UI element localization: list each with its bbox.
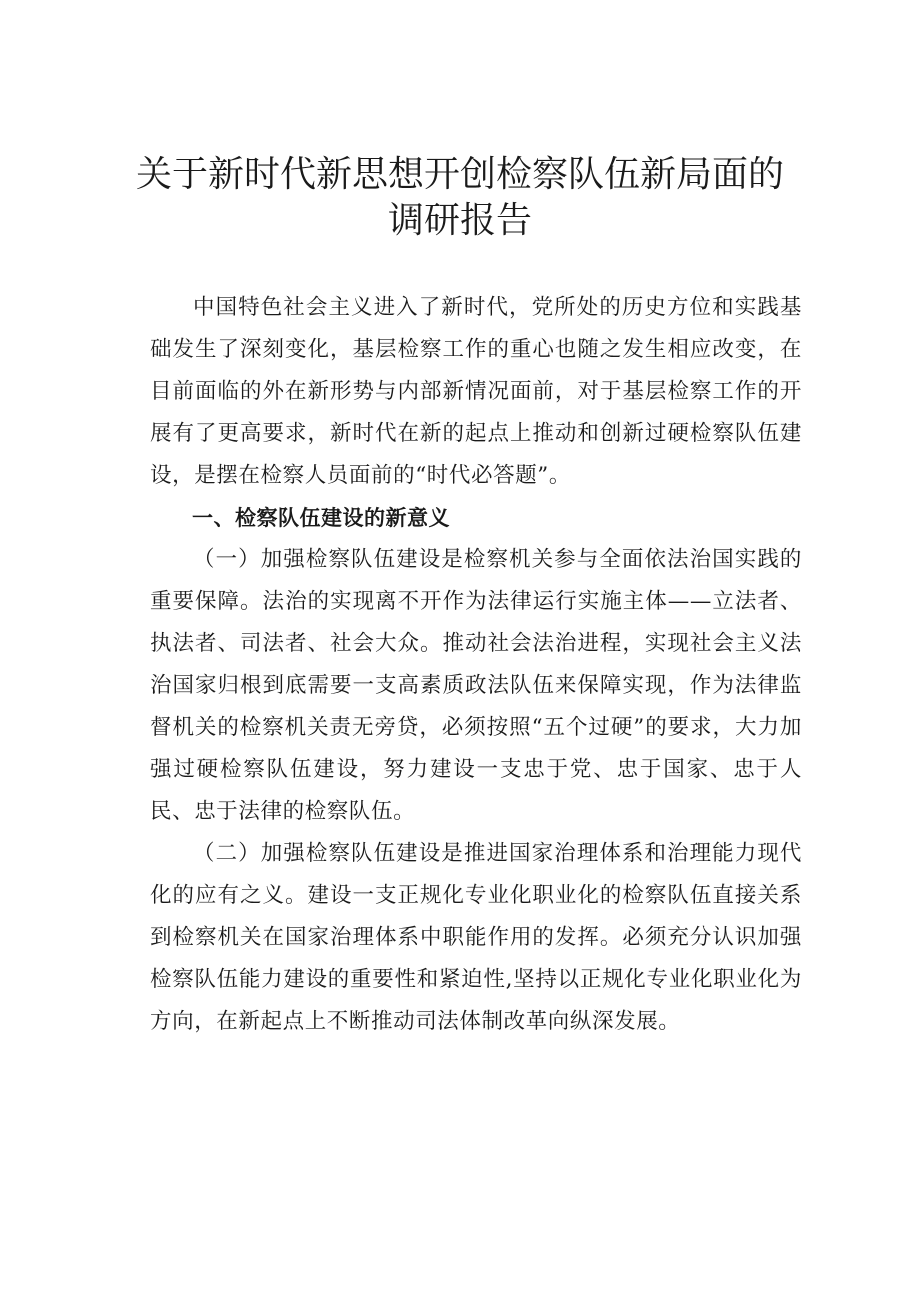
- document-title: [100, 152, 820, 244]
- section-1-paragraph-1: （一）加强检察队伍建设是检察机关参与全面依法治国实践的重要保障。法治的实现离不开作为法律运行实施主体——立法者、执法者、司法者、社会大众。推动社会法治进程，实现社会主义法治国家归根到底需要一支高素质政法队伍来保障实现，作为法律监督机关的检察机关责无旁贷，必须按照“五个过硬”的要求，大力加强过硬检察队伍建设，努力建设一支忠于党、忠于国家、忠于人民、忠于法律的检察队伍。: [150, 547, 802, 824]
- title-line-1: 关于新时代新思想开创检察队伍新局面的: [135, 154, 784, 195]
- section-heading-1: 一、检察队伍建设的新意义: [192, 506, 450, 530]
- intro-paragraph: 中国特色社会主义进入了新时代，党所处的历史方位和实践基础发生了深刻变化，基层检察工作的重心也随之发生相应改变，在目前面临的外在新形势与内部新情况面前，对于基层检察工作的开展有了更高要求，新时代在新的起点上推动和创新过硬检察队伍建设，是摆在检察人员面前的“时代必答题”。: [150, 295, 802, 488]
- section-1-paragraph-2: （二）加强检察队伍建设是推进国家治理体系和治理能力现代化的应有之义。建设一支正规化专业化职业化的检察队伍直接关系到检察机关在国家治理体系中职能作用的发挥。必须充分认识加强检察队伍能力建设的重要性和紧迫性,坚持以正规化专业化职业化为方向，在新起点上不断推动司法体制改革向纵深发展。: [150, 841, 802, 1034]
- title-line-2: 调研报告: [387, 200, 532, 241]
- document-body: [150, 287, 802, 1043]
